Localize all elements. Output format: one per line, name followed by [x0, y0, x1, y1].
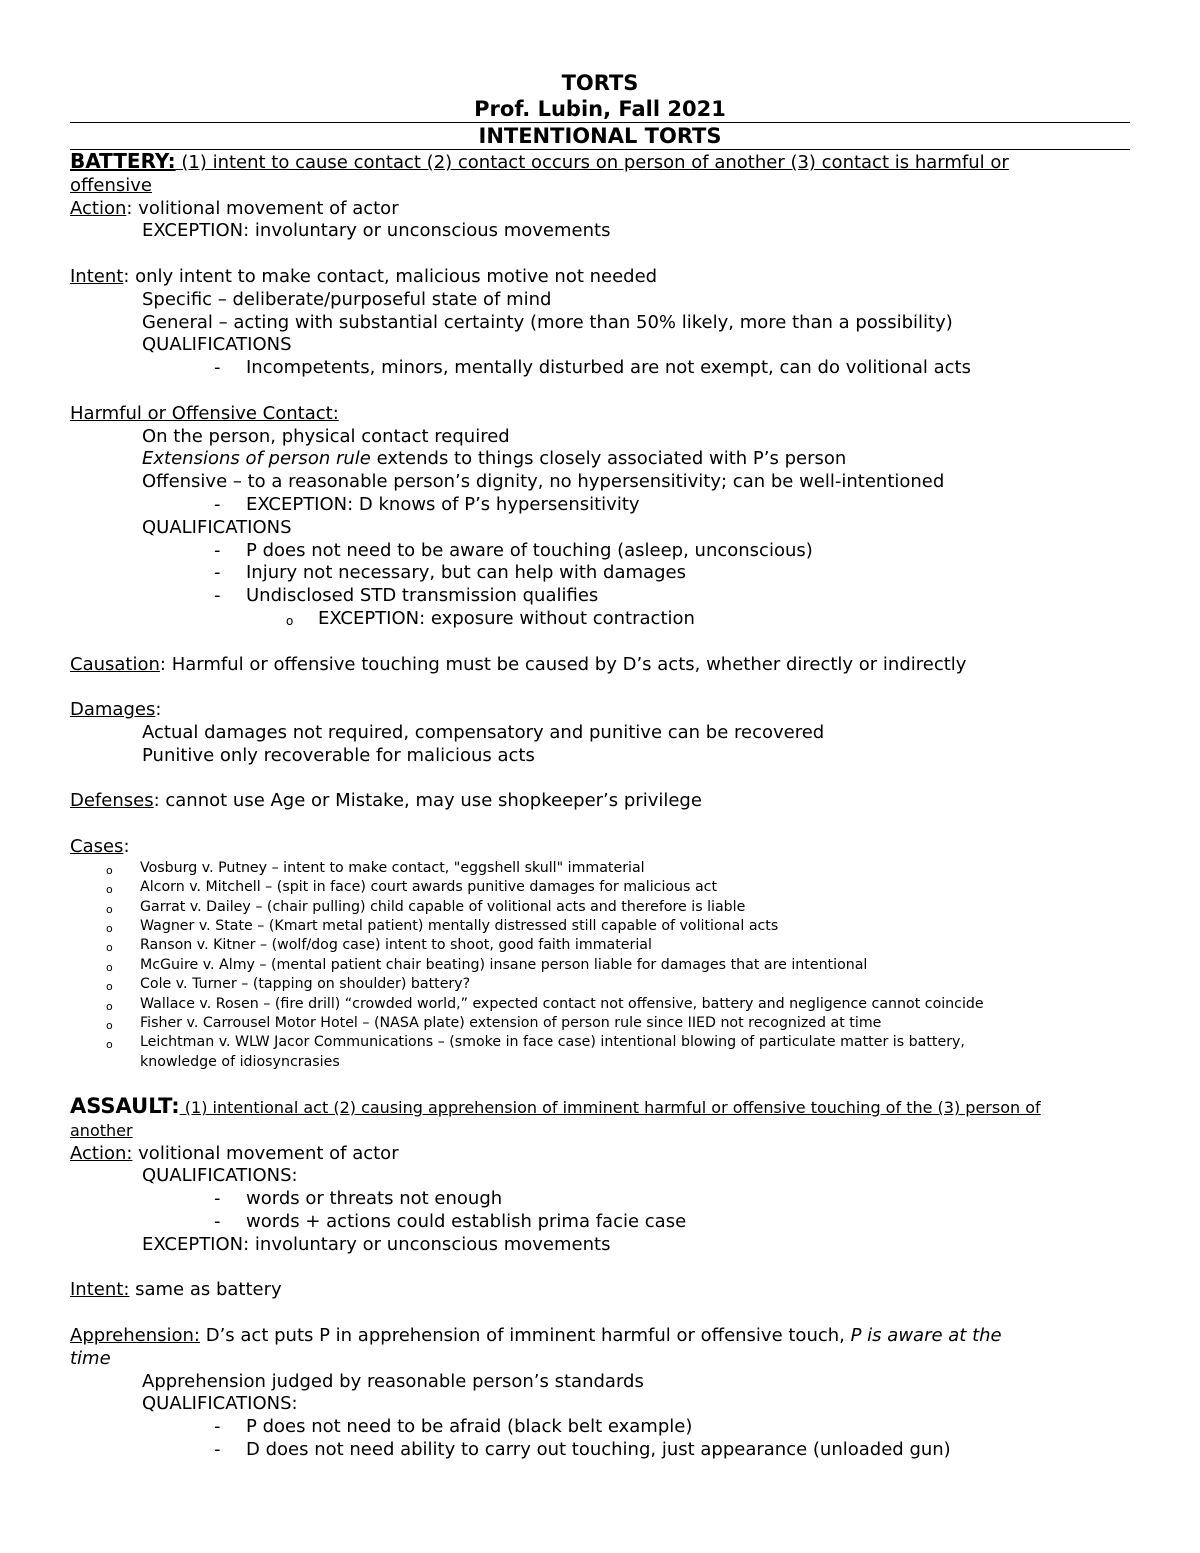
case-item: o Vosburg v. Putney – intent to make contact, "eggshell skull" immaterial [106, 859, 645, 877]
document-page [70, 70, 1130, 1462]
case-item: o Garrat v. Dailey – (chair pulling) child capable of volitional acts and therefore is liable [106, 898, 746, 916]
assault-heading-line [70, 1095, 1130, 1120]
list-item: - words or threats not enough [214, 1188, 503, 1210]
battery-heading-line [70, 150, 1130, 175]
list-item: - Incompetents, minors, mentally disturbed are not exempt, can do volitional acts [214, 357, 971, 379]
battery-heading: BATTERY: [70, 149, 176, 173]
damages-line: Damages: [70, 699, 162, 721]
case-item: o Wagner v. State – (Kmart metal patient) mentally distressed still capable of volitional acts [106, 917, 779, 935]
defenses-line: Defenses: cannot use Age or Mistake, may use shopkeeper’s privilege [70, 790, 702, 812]
intent-general: General – acting with substantial certainty (more than 50% likely, more than a possibility) [142, 311, 953, 333]
damages-2: Punitive only recoverable for malicious acts [142, 744, 535, 766]
action-label: Action [70, 197, 127, 219]
section-title: INTENTIONAL TORTS [478, 124, 722, 148]
assault-elements-cont: another [70, 1120, 133, 1140]
case-item: o Ranson v. Kitner – (wolf/dog case) intent to shoot, good faith immaterial [106, 937, 652, 955]
contact-qualifications: QUALIFICATIONS [142, 516, 292, 538]
contact-label: Harmful or Offensive Contact: [70, 402, 339, 424]
intent-line [70, 266, 1130, 289]
contact-3: Offensive – to a reasonable person’s dignity, no hypersensitivity; can be well-intentioned [142, 471, 945, 493]
case-item: o Fisher v. Carrousel Motor Hotel – (NASA plate) extension of person rule since IIED not recognized at time [106, 1014, 882, 1032]
action-exception: EXCEPTION: involuntary or unconscious movements [142, 220, 611, 242]
intent-label: Intent [70, 265, 124, 287]
intent-qualifications: QUALIFICATIONS [142, 334, 292, 356]
case-item-cont: knowledge of idiosyncrasies [140, 1053, 340, 1070]
contact-2: Extensions of person rule extends to things closely associated with P’s person [142, 448, 847, 470]
case-item: o Alcorn v. Mitchell – (spit in face) court awards punitive damages for malicious act [106, 879, 718, 897]
list-item: - D does not need ability to carry out touching, just appearance (unloaded gun) [214, 1438, 951, 1460]
cases-line: Cases: [70, 835, 130, 857]
contact-1: On the person, physical contact required [142, 425, 510, 447]
apprehension-line-cont: time [70, 1347, 111, 1369]
assault-heading: ASSAULT: [70, 1093, 180, 1118]
intent-text: : only intent to make contact, malicious motive not needed [123, 265, 658, 287]
assault-action-line: Action: volitional movement of actor [70, 1142, 399, 1164]
doc-title: TORTS [561, 71, 639, 95]
list-item: - Injury not necessary, but can help with damages [214, 562, 686, 584]
damages-1: Actual damages not required, compensatory and punitive can be recovered [142, 721, 825, 743]
list-item: - P does not need to be aware of touching (asleep, unconscious) [214, 539, 813, 561]
list-item: - EXCEPTION: D knows of P’s hypersensitivity [214, 493, 640, 515]
case-item: o Cole v. Turner – (tapping on shoulder) battery? [106, 976, 471, 994]
list-item: - Undisclosed STD transmission qualifies [214, 585, 599, 607]
doc-subtitle: Prof. Lubin, Fall 2021 [474, 97, 726, 121]
battery-elements-cont: offensive [70, 174, 153, 196]
assault-action-exception: EXCEPTION: involuntary or unconscious movements [142, 1233, 611, 1255]
list-item: - P does not need to be afraid (black belt example) [214, 1416, 693, 1438]
assault-intent-line: Intent: same as battery [70, 1279, 282, 1301]
assault-elements: (1) intentional act (2) causing apprehension of imminent harmful or offensive touching of the (3) person of [179, 1097, 1041, 1117]
intent-specific: Specific – deliberate/purposeful state of mind [142, 288, 552, 310]
apprehension-qual: QUALIFICATIONS: [142, 1393, 298, 1415]
list-item: - words + actions could establish prima facie case [214, 1210, 687, 1232]
case-item: o Wallace v. Rosen – (fire drill) “crowded world,” expected contact not offensive, battery and negligence cannot coincide [106, 995, 984, 1013]
apprehension-line: Apprehension: D’s act puts P in apprehension of imminent harmful or offensive touch, P is aware at the [70, 1324, 1002, 1346]
case-item: o McGuire v. Almy – (mental patient chair beating) insane person liable for damages that are intentional [106, 956, 868, 974]
apprehension-1: Apprehension judged by reasonable person’s standards [142, 1370, 644, 1392]
sub-list-item: o EXCEPTION: exposure without contraction [286, 607, 695, 629]
causation-line: Causation: Harmful or offensive touching must be caused by D’s acts, whether directly or indirectly [70, 653, 967, 675]
action-line [70, 198, 1130, 221]
assault-action-qual: QUALIFICATIONS: [142, 1165, 298, 1187]
battery-elements: (1) intent to cause contact (2) contact occurs on person of another (3) contact is harmful or [175, 152, 1009, 173]
action-text: : volitional movement of actor [126, 197, 399, 219]
case-item: o Leichtman v. WLW Jacor Communications – (smoke in face case) intentional blowing of particulate matter is battery, [106, 1034, 965, 1052]
